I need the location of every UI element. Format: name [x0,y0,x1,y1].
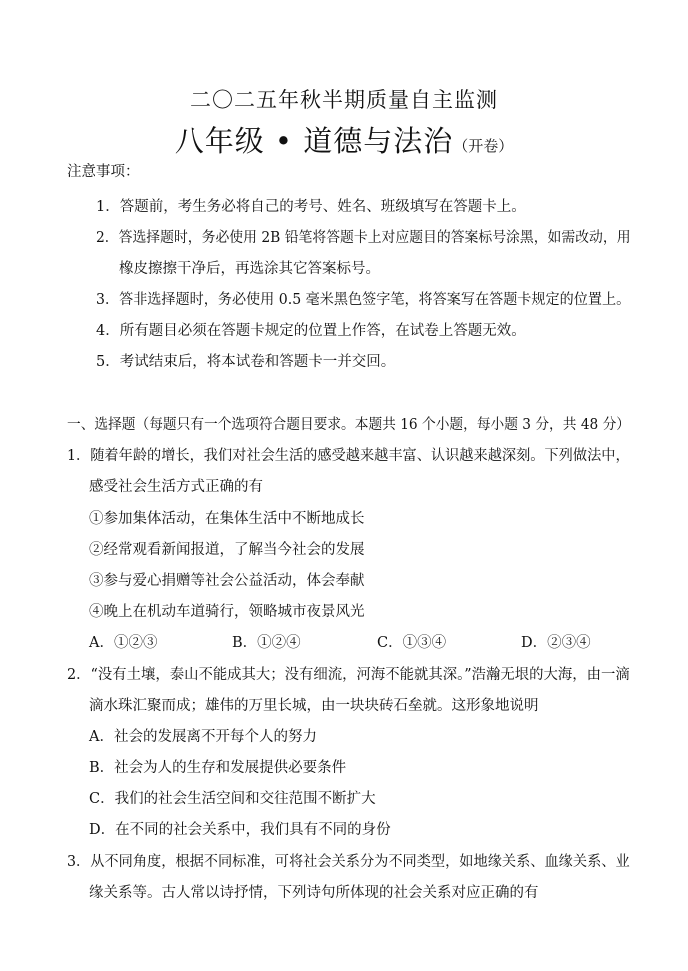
question-1-statement-1: ①参加集体活动，在集体生活中不断地成长 [89,511,365,527]
question-2-stem: 2．“没有土壤，泰山不能成其大；没有细流，河海不能就其深。”浩瀚无垠的大海，由一滴 [67,667,630,683]
question-1-option-a[interactable]: A．①②③ [89,635,158,651]
question-1-stem-cont: 感受社会生活方式正确的有 [89,479,263,495]
question-1-option-b[interactable]: B．①②④ [232,635,301,651]
question-3-stem-cont: 缘关系等。古人常以诗抒情，下列诗句所体现的社会关系对应正确的有 [89,885,539,901]
question-3-stem: 3．从不同角度，根据不同标准，可将社会关系分为不同类型，如地缘关系、血缘关系、业 [67,854,630,870]
note-item-4: 4．所有题目必须在答题卡规定的位置上作答，在试卷上答题无效。 [96,323,526,339]
section-heading: 一、选择题（每题只有一个选项符合题目要求。本题共 16 个小题，每小题 3 分，共 48 分） [67,417,631,433]
exam-type-label: （开卷） [453,137,514,155]
question-1-statement-2: ②经常观看新闻报道，了解当今社会的发展 [89,542,365,558]
question-2-option-b[interactable]: B．社会为人的生存和发展提供必要条件 [89,760,347,776]
notes-heading: 注意事项： [67,164,140,180]
question-1-statement-4: ④晚上在机动车道骑行，领略城市夜景风光 [89,604,365,620]
question-2-option-d[interactable]: D．在不同的社会关系中，我们具有不同的身份 [89,822,391,838]
note-item-2-cont: 橡皮擦擦干净后，再选涂其它答案标号。 [119,261,380,277]
subject-title: 八年级 • 道德与法治 [174,124,454,158]
question-1-option-d[interactable]: D．②③④ [521,635,591,651]
question-1-option-c[interactable]: C．①③④ [377,635,447,651]
note-item-5: 5．考试结束后，将本试卷和答题卡一并交回。 [96,354,396,370]
question-2-stem-cont: 滴水珠汇聚而成；雄伟的万里长城，由一块块砖石垒就。这形象地说明 [89,698,539,714]
question-1-stem: 1．随着年龄的增长，我们对社会生活的感受越来越丰富、认识越来越深刻。下列做法中， [67,448,630,464]
exam-title-main [0,122,688,165]
question-1-statement-3: ③参与爱心捐赠等社会公益活动，体会奉献 [89,573,365,589]
note-item-1: 1．答题前，考生务必将自己的考号、姓名、班级填写在答题卡上。 [96,199,526,215]
note-item-3: 3．答非选择题时，务必使用 0.5 毫米黑色签字笔，将答案写在答题卡规定的位置上。 [96,292,631,308]
note-item-2: 2．答选择题时，务必使用 2B 铅笔将答题卡上对应题目的答案标号涂黑，如需改动，用 [96,230,631,246]
question-2-option-a[interactable]: A．社会的发展离不开每个人的努力 [89,729,317,745]
question-2-option-c[interactable]: C．我们的社会生活空间和交往范围不断扩大 [89,791,376,807]
exam-title-line1: 二〇二五年秋半期质量自主监测 [190,88,498,112]
